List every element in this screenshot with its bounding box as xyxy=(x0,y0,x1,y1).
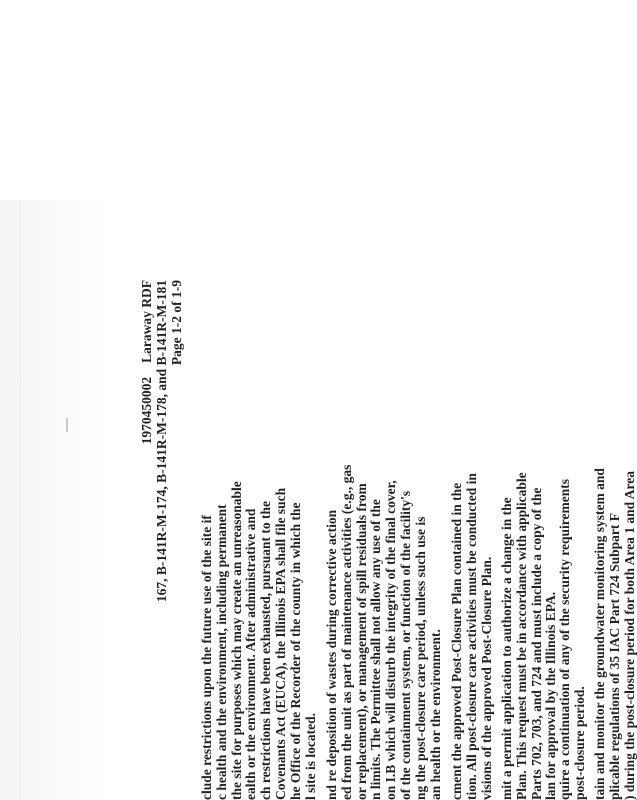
text-line: cment the approved Post-Closure Plan contained in the xyxy=(449,482,464,800)
site-name: Laraway RDF xyxy=(139,280,154,363)
text-line: quire a continuation of any of the security requirements xyxy=(557,479,572,800)
text-line: post-closure period. xyxy=(571,686,587,800)
text-line: ed from the unit as part of maintenance activities (e.g., gas xyxy=(338,464,354,800)
text-line: ) during the post-closure period for both Area 1 and Area xyxy=(621,470,637,800)
paragraph-waste-redeposition xyxy=(325,465,443,800)
text-line: he Office of the Recorder of the county in which the xyxy=(287,502,303,800)
text-line: Plan. This request must be in accordance with applicable xyxy=(513,472,529,800)
text-line: of the containment system, or function of the facility's xyxy=(397,490,413,800)
rotated-text-frame xyxy=(139,280,637,800)
page-edge-shadow xyxy=(20,200,21,800)
text-line: nd re deposition of wastes during corrective action xyxy=(324,509,339,800)
text-line: lan for approval by the Illinois EPA. xyxy=(543,591,559,800)
paragraph-post-closure-plan xyxy=(450,473,494,800)
paragraph-groundwater-monitoring xyxy=(593,468,637,800)
text-line: ealth or the environment. After administrative and xyxy=(243,508,259,800)
text-line: on I.B which will disturb the integrity of the final cover, xyxy=(383,480,399,800)
paragraph-permit-application xyxy=(500,472,559,800)
text-line: clude restrictions upon the future use of the site if xyxy=(199,515,214,800)
document-id: 1970450002 xyxy=(139,376,154,445)
text-line: the site for purposes which may create an unreasonable xyxy=(228,481,244,800)
text-line: Parts 702, 703, and 724 and must include a copy of the xyxy=(528,487,544,800)
text-line: an health or the environment. xyxy=(427,629,443,800)
document-header xyxy=(140,280,184,602)
text-line: or replacement), or management of spill residuals from xyxy=(353,483,369,800)
text-line: ng the post-closure care period, unless such use is xyxy=(412,516,428,800)
text-line: Covenants Act (EUCA), the Illinois EPA shall file such xyxy=(272,487,288,800)
text-line: l site is located. xyxy=(302,713,318,800)
text-line: mit a permit application to authorize a change in the xyxy=(499,497,514,800)
paragraph-future-use-restrictions xyxy=(200,481,318,800)
paragraph-security-requirements xyxy=(558,479,588,800)
text-line: tain and monitor the groundwater monitoring system and xyxy=(592,468,607,800)
permit-numbers: 167, B-141R-M-174, B-141R-M-178, and B-141R-M-181 xyxy=(153,280,169,603)
text-line: c health and the environment, including permanent xyxy=(213,504,229,800)
text-line: n limits. The Permittee shall not allow any use of the xyxy=(368,499,384,800)
header-line-1 xyxy=(140,280,155,602)
scan-artifact-mark xyxy=(66,418,68,432)
text-line: tion. All post-closure care activities must be conducted in xyxy=(463,473,479,800)
text-line: visions of the approved Post-Closure Plan. xyxy=(478,556,494,800)
text-line: plicable regulations of 35 IAC Part 724 Subpart F xyxy=(606,512,622,800)
blank-top-margin xyxy=(0,0,618,200)
text-line: ch restrictions have been exhausted, pursuant to the xyxy=(258,500,274,800)
page-number: Page 1-2 of 1-9 xyxy=(168,280,184,366)
